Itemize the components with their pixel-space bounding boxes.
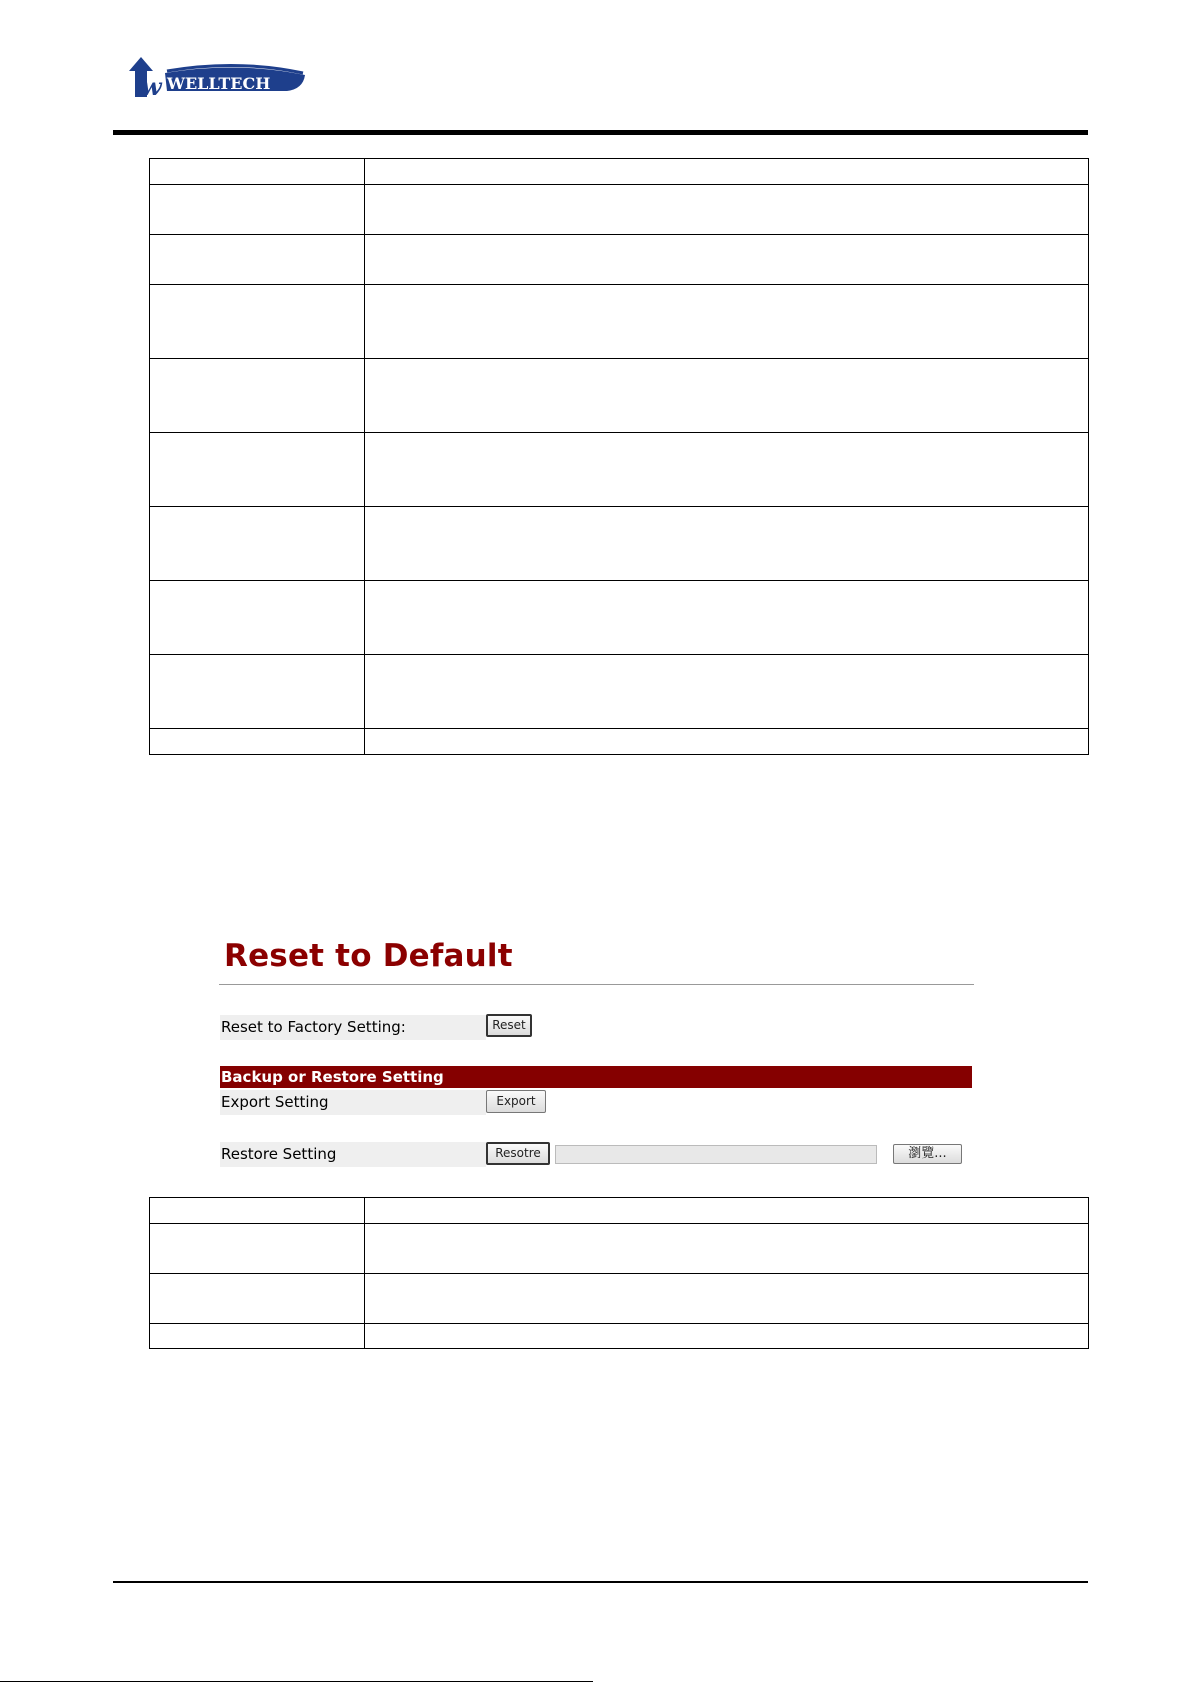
restore-button[interactable]: Resotre bbox=[486, 1142, 550, 1165]
browse-button[interactable]: 瀏覽... bbox=[893, 1144, 962, 1164]
table-cell bbox=[150, 359, 365, 433]
table-cell bbox=[150, 185, 365, 235]
table-cell bbox=[150, 581, 365, 655]
table-cell bbox=[150, 1198, 365, 1224]
table-cell bbox=[150, 507, 365, 581]
table-cell bbox=[365, 1224, 1089, 1274]
page-title: Reset to Default bbox=[224, 938, 513, 974]
table-cell bbox=[365, 581, 1089, 655]
restore-file-input[interactable] bbox=[555, 1145, 877, 1164]
table-cell bbox=[365, 507, 1089, 581]
page-bottom-line bbox=[0, 1681, 593, 1682]
footer-divider bbox=[113, 1581, 1088, 1583]
table-cell bbox=[150, 433, 365, 507]
export-button[interactable]: Export bbox=[486, 1090, 546, 1113]
table-cell bbox=[365, 285, 1089, 359]
backup-restore-section-header: Backup or Restore Setting bbox=[220, 1066, 972, 1088]
table-row bbox=[150, 433, 1089, 507]
reset-to-default-screenshot bbox=[216, 930, 976, 1170]
table-row bbox=[150, 159, 1089, 185]
table-cell bbox=[365, 159, 1089, 185]
table-cell bbox=[365, 185, 1089, 235]
company-logo bbox=[127, 57, 307, 99]
table-row bbox=[150, 655, 1089, 729]
table-cell bbox=[150, 729, 365, 755]
reset-factory-label: Reset to Factory Setting: bbox=[220, 1015, 486, 1040]
table-cell bbox=[365, 235, 1089, 285]
table-cell bbox=[365, 1324, 1089, 1349]
table-cell bbox=[150, 159, 365, 185]
table-cell bbox=[150, 1274, 365, 1324]
table-row bbox=[150, 235, 1089, 285]
table-row bbox=[150, 507, 1089, 581]
table-row bbox=[150, 729, 1089, 755]
table-row bbox=[150, 581, 1089, 655]
restore-setting-label: Restore Setting bbox=[220, 1142, 486, 1167]
reset-button[interactable]: Reset bbox=[486, 1014, 532, 1037]
table-row bbox=[150, 359, 1089, 433]
title-divider bbox=[219, 984, 974, 985]
table-row bbox=[150, 285, 1089, 359]
export-setting-label: Export Setting bbox=[220, 1090, 486, 1115]
table-cell bbox=[150, 1224, 365, 1274]
parameter-table-1 bbox=[149, 158, 1089, 755]
table-cell bbox=[365, 359, 1089, 433]
parameter-table-2 bbox=[149, 1197, 1089, 1349]
svg-text:w: w bbox=[141, 72, 162, 99]
table-row bbox=[150, 185, 1089, 235]
table-cell bbox=[365, 1274, 1089, 1324]
table-cell bbox=[150, 1324, 365, 1349]
table-cell bbox=[365, 1198, 1089, 1224]
table-row bbox=[150, 1324, 1089, 1349]
table-cell bbox=[150, 655, 365, 729]
table-row bbox=[150, 1274, 1089, 1324]
logo-text: WELLTECH bbox=[167, 74, 271, 93]
header-divider bbox=[113, 130, 1088, 135]
table-row bbox=[150, 1198, 1089, 1224]
table-cell bbox=[365, 433, 1089, 507]
table-row bbox=[150, 1224, 1089, 1274]
table-cell bbox=[150, 285, 365, 359]
table-cell bbox=[150, 235, 365, 285]
table-cell bbox=[365, 729, 1089, 755]
table-cell bbox=[365, 655, 1089, 729]
